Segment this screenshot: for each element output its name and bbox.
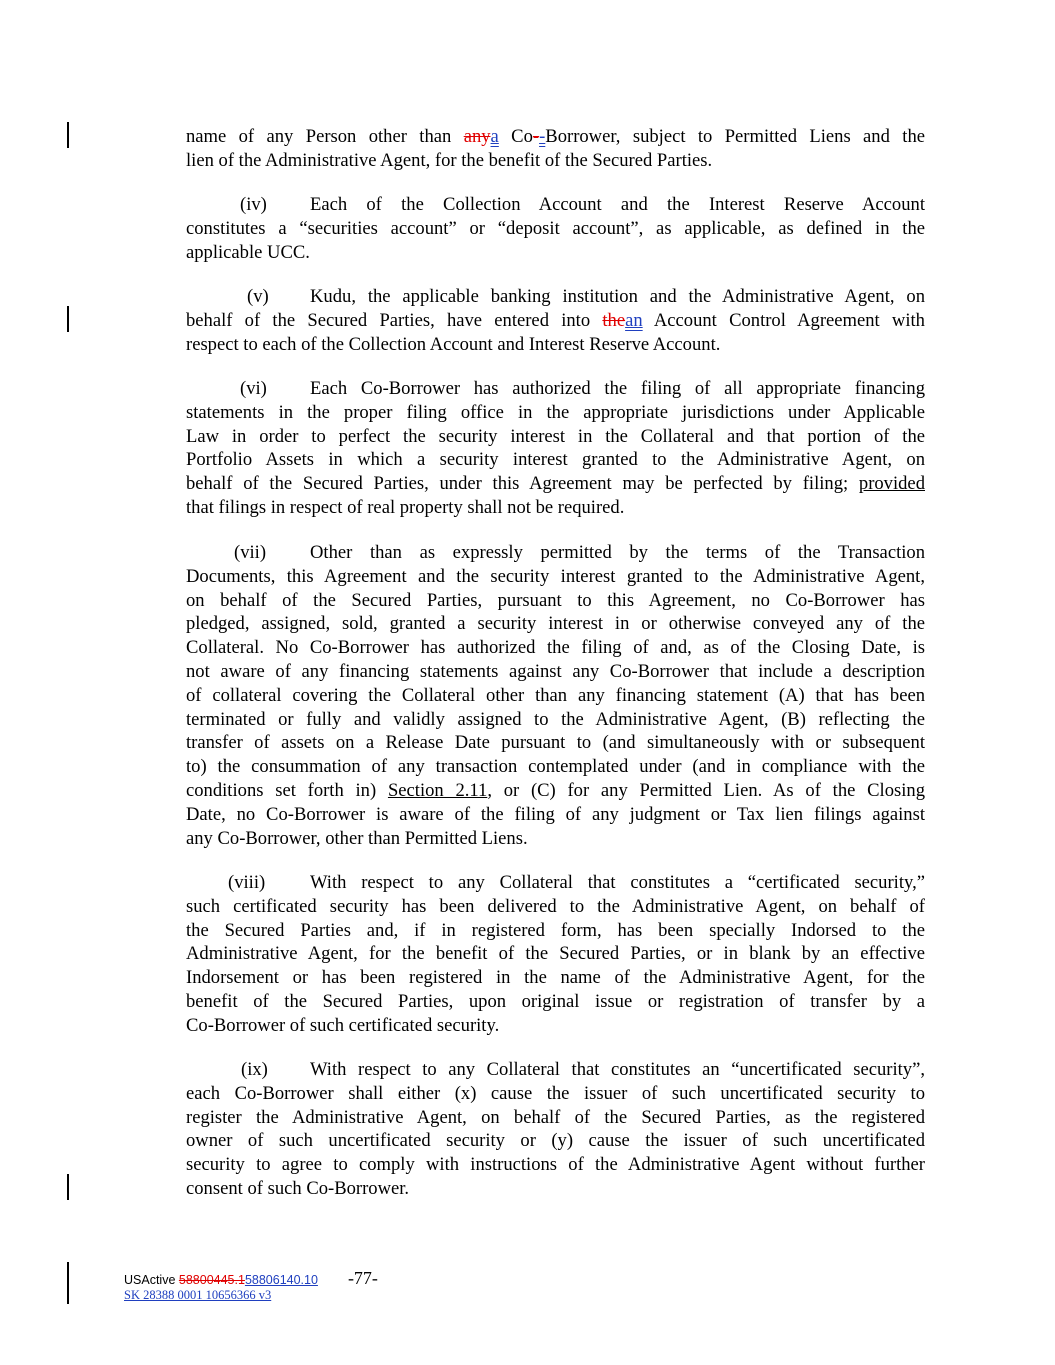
text-line: any Co-Borrower, other than Permitted Liens. — [186, 827, 528, 849]
text-line: consent of such Co-Borrower. — [186, 1177, 410, 1199]
paragraph-v — [186, 285, 925, 356]
text-line: Indorsement or has been registered in the name of the Administrative Agent, for the — [186, 967, 925, 989]
text-line: behalf of the Secured Parties, have entered into thean Account Control Agreement with — [186, 309, 925, 331]
change-bar — [67, 306, 69, 332]
text-line: that filings in respect of real property shall not be required. — [186, 496, 625, 518]
text-line: respect to each of the Collection Account and Interest Reserve Account. — [186, 333, 721, 355]
text-line: register the Administrative Agent, on behalf of the Secured Parties, as the registered — [186, 1106, 925, 1128]
clause-number: (vi) — [240, 378, 267, 399]
text-line: Co-Borrower of such certificated security. — [186, 1014, 500, 1036]
paragraph-iv — [186, 193, 925, 264]
text-line: conditions set forth in) Section 2.11, or (C) for any Permitted Lien. As of the Closing — [186, 779, 925, 801]
text-line: security to agree to comply with instructions of the Administrative Agent without further — [186, 1154, 925, 1176]
clause-number: (viii) — [228, 872, 266, 893]
text-line: (ix) With respect to any Collateral that constitutes an “uncertificated security”, — [186, 1058, 925, 1082]
text-line: Law in order to perfect the security interest in the Collateral and that portion of the — [186, 425, 925, 447]
text-line: Administrative Agent, for the benefit of the Secured Parties, or in blank by an effective — [186, 943, 925, 965]
paragraph-viii — [186, 871, 925, 1038]
text-line: (vii) Other than as expressly permitted by the terms of the Transaction — [186, 541, 925, 565]
text-line: applicable UCC. — [186, 241, 310, 263]
text-line: terminated or fully and validly assigned to the Administrative Agent, (B) reflecting the — [186, 708, 925, 730]
inserted-text: a — [490, 126, 499, 147]
text-line: each Co-Borrower shall either (x) cause the issuer of such uncertificated security to — [186, 1082, 925, 1104]
inserted-text: an — [625, 309, 643, 331]
underlined-term: provided — [858, 473, 925, 495]
footer-doc-id — [124, 1268, 378, 1289]
text-line: (viii) With respect to any Collateral that constitutes a “certificated security,” — [186, 871, 925, 895]
text-line: owner of such uncertificated security or (y) cause the issuer of such uncertificated — [186, 1130, 925, 1152]
text-line: benefit of the Secured Parties, upon original issue or registration of transfer by a — [186, 990, 925, 1012]
text-line: (iv) Each of the Collection Account and the Interest Reserve Account — [186, 193, 925, 217]
text-line: Date, no Co-Borrower is aware of the filing of any judgment or Tax lien filings against — [186, 803, 925, 825]
text-line: name of any Person other than anya Co--Borrower, subject to Permitted Liens and the — [186, 126, 925, 147]
text-line: statements in the proper filing office in the appropriate jurisdictions under Applicable — [186, 401, 925, 423]
change-bar — [67, 122, 69, 148]
paragraph-vii — [186, 541, 925, 850]
paragraph-intro — [186, 125, 925, 173]
clause-number: (ix) — [241, 1059, 268, 1080]
text-line: transfer of assets on a Release Date pursuant to (and simultaneously with or subsequent — [186, 732, 925, 754]
deleted-text: any — [463, 126, 491, 147]
page-number: -77- — [347, 1268, 378, 1288]
footer-label: USActive — [124, 1273, 179, 1287]
change-bar — [67, 1174, 69, 1200]
paragraph-vi — [186, 377, 925, 520]
clause-number: (iv) — [240, 194, 267, 215]
text-line: behalf of the Secured Parties, under this Agreement may be perfected by filing; provided — [186, 473, 925, 495]
paragraph-ix — [186, 1058, 925, 1201]
clause-number: (v) — [247, 286, 269, 307]
footer-new-id: 58806140.10 — [244, 1273, 318, 1287]
text-line: Portfolio Assets in which a security interest granted to the Administrative Agent, on — [186, 449, 925, 471]
text-line: such certificated security has been delivered to the Administrative Agent, on behalf of — [186, 895, 925, 917]
text-line: the Secured Parties and, if in registered form, has been specially Indorsed to the — [186, 919, 925, 941]
text-line: Collateral. No Co-Borrower has authorized the filing of and, as of the Closing Date, is — [186, 637, 925, 659]
text-line: constitutes a “securities account” or “deposit account”, as applicable, as defined in the — [186, 217, 925, 239]
text-line: pledged, assigned, sold, granted a security interest in or otherwise conveyed any of the — [186, 613, 925, 635]
footer-old-id: 58800445.1 — [178, 1273, 245, 1287]
change-bar — [67, 1262, 69, 1304]
section-reference: Section 2.11 — [387, 779, 488, 801]
text-line: Documents, this Agreement and the security interest granted to the Administrative Agent, — [186, 565, 925, 587]
deleted-text: the — [602, 309, 626, 331]
deleted-text: - — [532, 126, 540, 147]
text-line: of collateral covering the Collateral other than any financing statement (A) that has been — [186, 684, 925, 706]
text-line: (vi) Each Co-Borrower has authorized the filing of all appropriate financing — [186, 377, 925, 401]
text-line: lien of the Administrative Agent, for the benefit of the Secured Parties. — [186, 149, 713, 171]
clause-number: (vii) — [234, 542, 267, 563]
text-line: not aware of any financing statements against any Co-Borrower that include a description — [186, 660, 925, 682]
footer-doc-ref: SK 28388 0001 10656366 v3 — [124, 1288, 272, 1302]
inserted-text: - — [539, 126, 546, 147]
text-line: (v) Kudu, the applicable banking institution and the Administrative Agent, on — [186, 285, 925, 309]
text-line: to) the consummation of any transaction contemplated under (and in compliance with the — [186, 756, 925, 778]
text-line: on behalf of the Secured Parties, pursuant to this Agreement, no Co-Borrower has — [186, 589, 925, 611]
